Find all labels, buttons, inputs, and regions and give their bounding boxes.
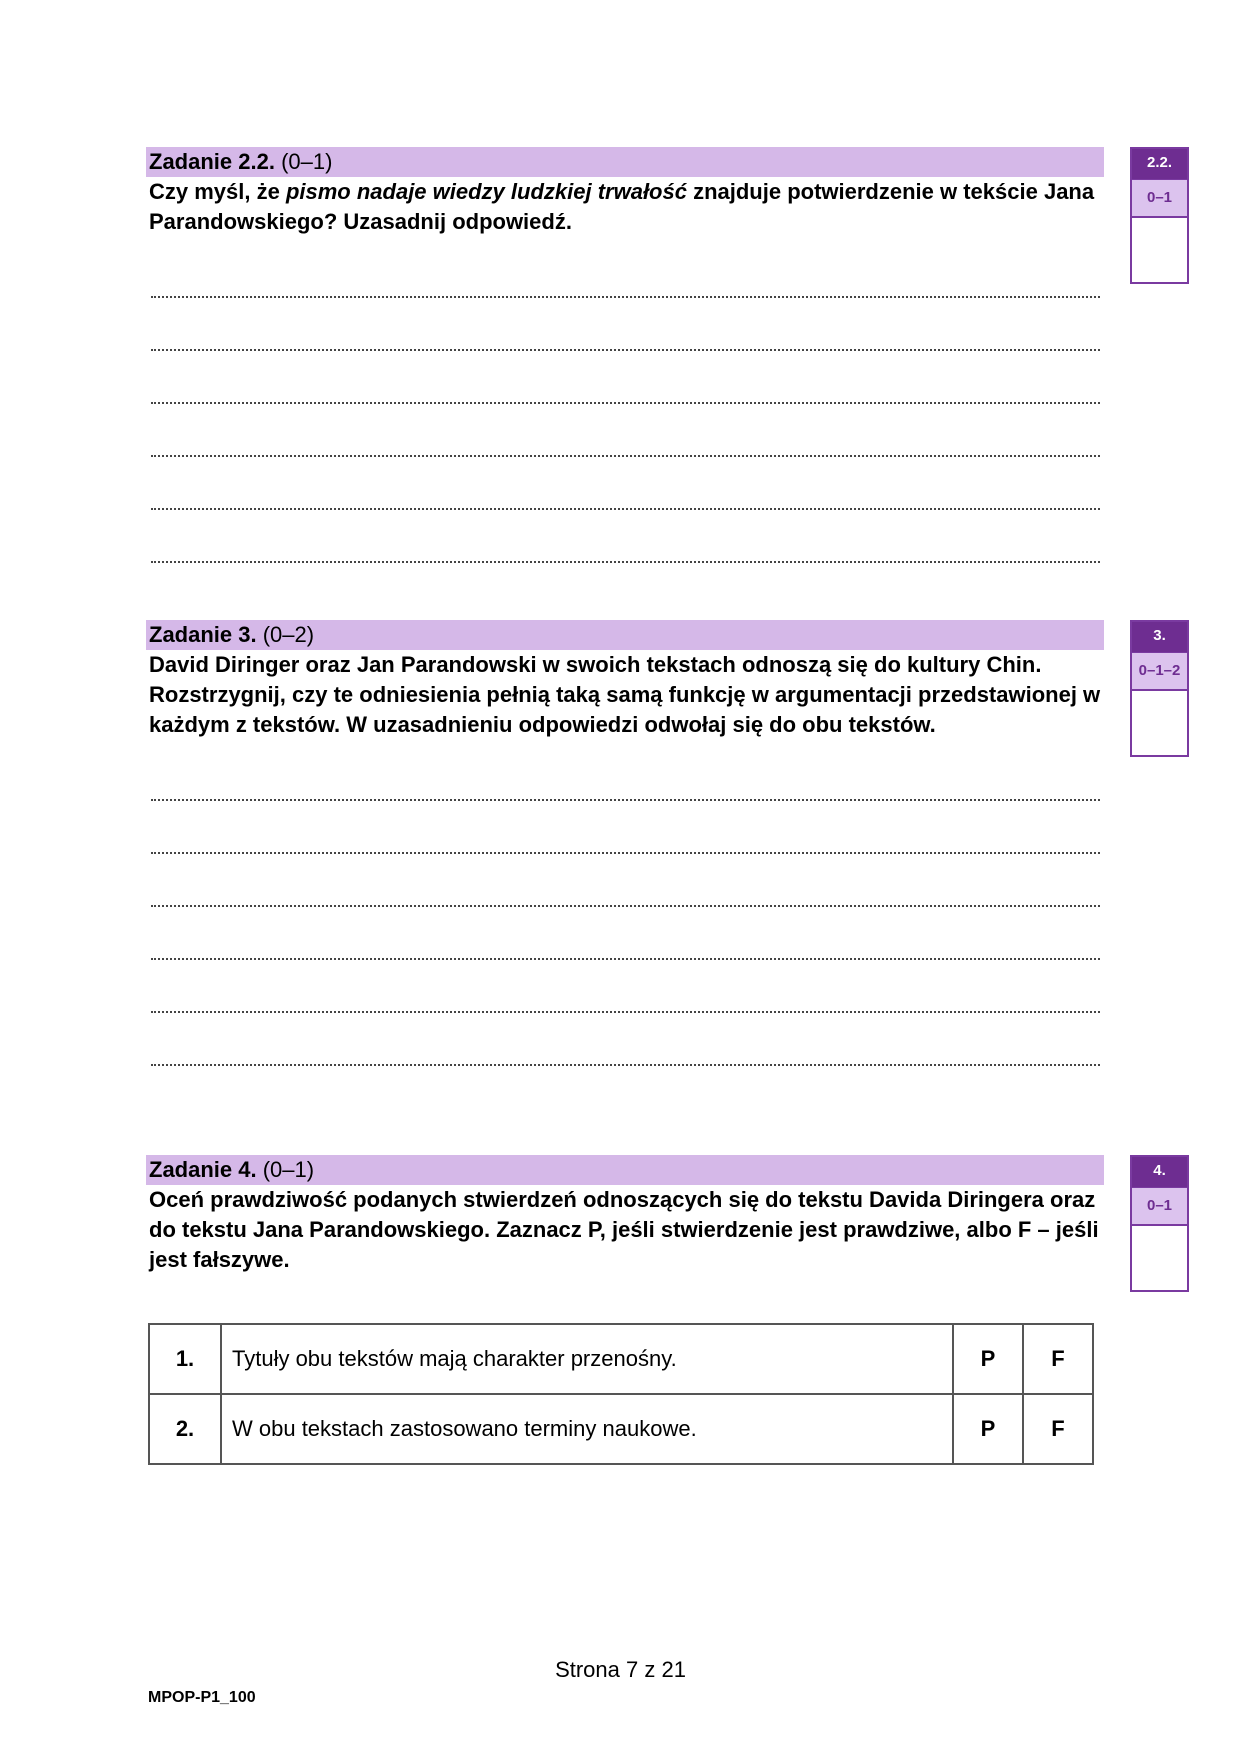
- exam-code: MPOP-P1_100: [148, 1689, 256, 1706]
- task-title: Zadanie 4.: [149, 1157, 257, 1182]
- option-false[interactable]: F: [1023, 1394, 1093, 1464]
- score-range: 0–1–2: [1132, 652, 1187, 691]
- answer-line[interactable]: [146, 365, 1104, 418]
- prompt-text: znajduje potwierdzenie w tekście Jana Parandowskiego? Uzasadnij odpowiedź.: [149, 179, 1095, 234]
- task-points: (0–2): [256, 622, 315, 647]
- answer-line[interactable]: [146, 471, 1104, 524]
- statement-text: Tytuły obu tekstów mają charakter przenośny.: [221, 1324, 953, 1394]
- score-range: 0–1: [1132, 1187, 1187, 1226]
- task-prompt: [146, 177, 1104, 237]
- score-box-3: [1130, 620, 1189, 757]
- answer-line[interactable]: [146, 868, 1104, 921]
- task-title: Zadanie 3.: [149, 622, 257, 647]
- task-prompt: Oceń prawdziwość podanych stwierdzeń odnoszących się do tekstu Davida Diringera oraz do tekstu Jana Parandowskiego. Zaznacz P, jeśli stwierdzenie jest prawdziwe, albo F – jeśli jest fałszywe.: [149, 1187, 1099, 1272]
- answer-line[interactable]: [146, 1027, 1104, 1080]
- answer-lines[interactable]: [146, 259, 1104, 577]
- task-header: [146, 620, 1104, 650]
- task-points: (0–1): [274, 149, 333, 174]
- answer-line[interactable]: [146, 312, 1104, 365]
- score-number: 2.2.: [1132, 149, 1187, 179]
- statement-text: W obu tekstach zastosowano terminy naukowe.: [221, 1394, 953, 1464]
- task-prompt: David Diringer oraz Jan Parandowski w swoich tekstach odnoszą się do kultury Chin. Rozstrzygnij, czy te odniesienia pełnią taką samą funkcję w argumentacji przedstawionej w każdym z tekstów. W uzasadnieniu odpowiedzi odwołaj się do obu tekstów.: [149, 652, 1101, 737]
- true-false-table: [148, 1323, 1094, 1465]
- score-box-4: [1130, 1155, 1189, 1292]
- answer-line[interactable]: [146, 418, 1104, 471]
- answer-line[interactable]: [146, 259, 1104, 312]
- answer-line[interactable]: [146, 762, 1104, 815]
- task-4: [146, 1155, 1104, 1275]
- score-range: 0–1: [1132, 179, 1187, 218]
- task-title: Zadanie 2.2.: [149, 149, 275, 174]
- task-header: [146, 1155, 1104, 1185]
- answer-lines[interactable]: [146, 762, 1104, 1080]
- table-row: [149, 1394, 1093, 1464]
- score-number: 3.: [1132, 622, 1187, 652]
- task-points: (0–1): [256, 1157, 315, 1182]
- task-2-2: [146, 147, 1104, 577]
- prompt-text: Czy myśl, że: [149, 179, 286, 204]
- answer-line[interactable]: [146, 974, 1104, 1027]
- score-number: 4.: [1132, 1157, 1187, 1187]
- score-box-2-2: [1130, 147, 1189, 284]
- answer-line[interactable]: [146, 815, 1104, 868]
- score-field: [1132, 218, 1187, 282]
- option-true[interactable]: P: [953, 1394, 1023, 1464]
- statement-number: 2.: [149, 1394, 221, 1464]
- option-true[interactable]: P: [953, 1324, 1023, 1394]
- page-number: Strona 7 z 21: [555, 1657, 686, 1682]
- task-header: [146, 147, 1104, 177]
- answer-line[interactable]: [146, 524, 1104, 577]
- score-field: [1132, 1226, 1187, 1290]
- option-false[interactable]: F: [1023, 1324, 1093, 1394]
- task-3: [146, 620, 1104, 1080]
- prompt-quote: pismo nadaje wiedzy ludzkiej trwałość: [285, 179, 687, 204]
- table-row: [149, 1324, 1093, 1394]
- score-field: [1132, 691, 1187, 755]
- answer-line[interactable]: [146, 921, 1104, 974]
- statement-number: 1.: [149, 1324, 221, 1394]
